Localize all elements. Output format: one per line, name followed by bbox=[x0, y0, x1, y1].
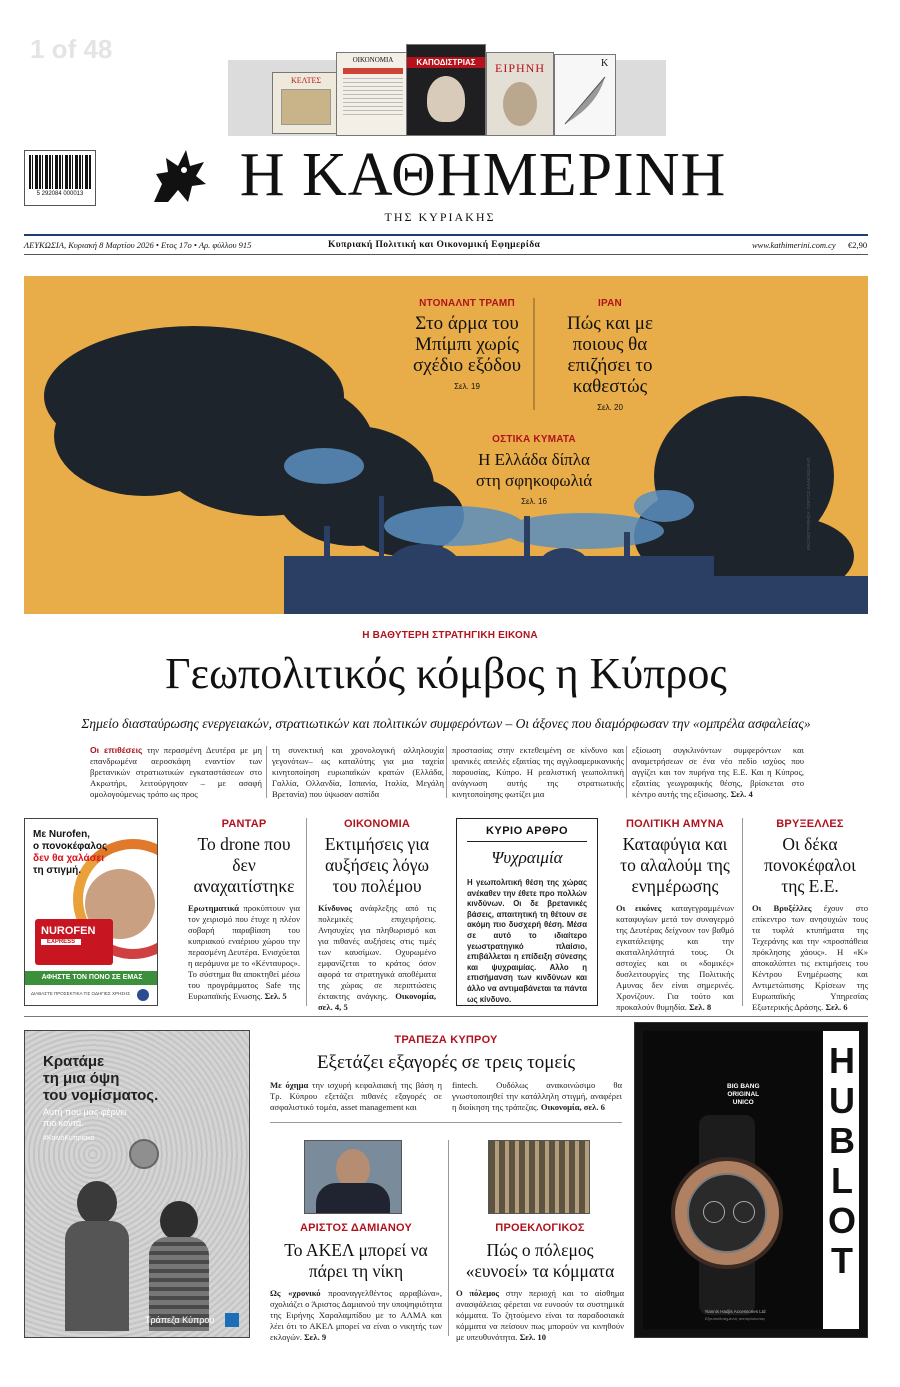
lead-text: την περασμένη Δευτέρα με μη επανδρωμένα αεροσκάφη εναντίον των βρετανικών στρατιωτικών εγκαταστάσεων στο Ακρωτήρι, λειτούργησαν – με ασαφή ομολογούμενως τρόπο ως προς bbox=[90, 745, 262, 799]
ad-model: ORIGINAL bbox=[727, 1091, 760, 1098]
story-text: στην περιοχή και το αίσθημα ανασφάλειας φέρεται να ευνοούν τα συστημικά κόμματα. Το ζητούμενο είναι τα παραδοσιακά κόμματα να πείσουν πως μπορούν να κινηθούν με υπευθυνότητα. bbox=[456, 1288, 624, 1342]
story-opener: Ως «χρονικό bbox=[270, 1288, 321, 1298]
barcode bbox=[24, 150, 96, 206]
brief-kicker: ΒΡΥΞΕΛΛΕΣ bbox=[776, 818, 844, 830]
brief-text: καταγεγραμμένων καταφυγίων μετά τον συναγερμό της Δευτέρας δείχνουν τον βαθμό εγκατάλειψης και την ακαταλληλότητά τους. Οι αστοχίες και οι «δομικές» δυσλειτουργίες της Πολιτικής Αμυνας δεν είναι σημερινές. Χρονίζουν. Για τούτο και προκαλούν θυμηδία. bbox=[616, 903, 734, 1012]
story-kicker: ΤΡΑΠΕΖΑ ΚΥΠΡΟΥ bbox=[394, 1034, 498, 1046]
editorial-headline: Ψυχραιμία bbox=[491, 848, 563, 867]
griffin-logo-icon bbox=[148, 144, 212, 208]
lead-column bbox=[632, 745, 804, 800]
lead-text: προστασίας στην εκτεθειμένη σε κίνδυνο και ιρανικές απειλές εξαιτίας της αγγλοαμερικανικής παρουσίας, Κύπρο. Η ρεαλιστική γεωπολιτική ανάγνωση αυτής της στρατιωτικής κινητοποίησης φωτίζει μια bbox=[452, 745, 624, 799]
brief-defense[interactable] bbox=[616, 818, 734, 1013]
story-opener: Με όχημα bbox=[270, 1080, 309, 1090]
lead-text: εξίσωση συγκλινόντων συμφερόντων και αναμετρήσεων σε ένα νέο πεδίο ισχύος που αγγίζει και τον πυρήνα της Ε.Ε. Και η Κύπρος, εξαιτίας γεωγραφικής θέσης, βρίσκεται στο κέντρο αυτής της εξίσωσης. bbox=[632, 745, 804, 799]
cover-story-greece[interactable] bbox=[464, 434, 604, 506]
editorial-box[interactable] bbox=[456, 818, 598, 1006]
ad-line: τη μια όψη bbox=[43, 1070, 120, 1087]
dateline-rule bbox=[24, 254, 868, 255]
story-headline: Το ΑΚΕΛ μπορεί να πάρει τη νίκη bbox=[284, 1240, 428, 1281]
brief-headline: Εκτιμήσεις για αυξήσεις λόγω του πολέμου bbox=[324, 834, 430, 896]
ad-model: UNICO bbox=[732, 1099, 754, 1106]
lead-kicker: Η ΒΑΘΥΤΕΡΗ ΣΤΡΑΤΗΓΙΚΗ ΕΙΚΟΝΑ bbox=[362, 630, 538, 641]
lead-text: τη συνεκτική και χρονολογική αλληλουχία γεγονότων– ως καταλύτης για μια ταχεία κινητοποίηση ευρωπαϊκών κρατών (Ελλάδα, Γαλλία, Ολλανδία, Ισπανία, Ιταλία, Μεγάλη Βρετανία) που ύψωσαν ασπίδα bbox=[272, 745, 444, 799]
brief-economy[interactable] bbox=[318, 818, 436, 1013]
bank-story-column bbox=[270, 1080, 442, 1113]
ad-model: BIG BANG bbox=[727, 1083, 760, 1090]
coin-icon bbox=[129, 1139, 159, 1169]
masthead-subtitle: ΤΗΣ ΚΥΡΙΑΚΗΣ bbox=[384, 210, 496, 224]
child-figure bbox=[65, 1181, 129, 1331]
story-headline: Στο άρμα του Μπίμπι χωρίς σχέδιο εξόδου bbox=[412, 313, 522, 376]
story-akel[interactable] bbox=[270, 1222, 442, 1343]
page-ref: Σελ. 19 bbox=[454, 382, 480, 391]
story-text: fintech. Ουδόλως ανακοινώσιμο θα γνωστοποιηθεί την κατάλληλη στιγμή, αναφέρει η διοίκηση της τράπεζας. bbox=[452, 1080, 622, 1112]
nurofen-pack bbox=[35, 919, 113, 965]
editorial-kicker: ΚΥΡΙΟ ΑΡΘΡΟ bbox=[467, 825, 587, 842]
ad-line: του νομίσματος. bbox=[43, 1087, 159, 1104]
supplement-thumb[interactable] bbox=[406, 44, 486, 136]
brief-opener: Οι Βρυξέλλες bbox=[752, 903, 812, 913]
ad-sub-line: πιο κοντά. bbox=[43, 1118, 84, 1128]
brief-text: προκύπτουν για τον χειρισμό που έτυχε η πλέον σοβαρή παραβίαση του κυπριακού εναέριου χώρου την περασμένη Δευτέρα. Ενισχύεται η αεράμυνα με το «Κένταυρος». Το σύστημα θα αποκτηθεί μέσω του προγράμματος Safe της Ευρωπαϊκής Ενωσης. bbox=[188, 903, 300, 1001]
story-text: προαναγγελθέντος αρραβώνα», σχολιάζει ο Άριστος Δαμιανού την υποψηφιότητα της Ειρήνης Χαραλαμπίδου με το ΑΛΜΑ και λέει ότι το ΑΚΕΛ μπορεί να είναι ο νικητής των εκλογών. bbox=[270, 1288, 442, 1342]
page-counter: 1 of 48 bbox=[30, 34, 113, 64]
story-opener: Ο πόλεμος bbox=[456, 1288, 500, 1298]
bank-story-column bbox=[452, 1080, 622, 1113]
supplement-thumb[interactable] bbox=[554, 54, 616, 136]
photo-parliament bbox=[488, 1140, 590, 1214]
supplement-thumb[interactable] bbox=[486, 52, 554, 136]
editorial-text: Η γεωπολιτική θέση της χώρας ανέκαθεν την έθετε προ πολλών κινδύνων. Οι δε βρετανικές βάσεις, απαιτητική τη θέτουν σε ακόμη πιο δυσχερή θέση. Μέσα σε αυτό το ιδιαίτερο γεωστρατηγικό πλαίσιο, επιβάλλεται η επίδειξη σύνεσης και ψυχραιμίας. Αλλο η επισήμανση των κινδύνων και άλλο να αντιμαβάνεται τα πάντα ως κίνδυνο. bbox=[467, 878, 587, 1004]
story-kicker: ΟΣΤΙΚΑ ΚΥΜΑΤΑ bbox=[492, 434, 576, 445]
ad-logo-icon bbox=[137, 989, 149, 1001]
supplement-thumb[interactable] bbox=[272, 72, 340, 134]
story-election[interactable] bbox=[456, 1222, 624, 1343]
price: €2,90 bbox=[848, 240, 868, 250]
ad-line: τη στιγμή. bbox=[33, 865, 81, 876]
masthead-rule bbox=[24, 234, 868, 236]
lead-opener: Οι επιθέσεις bbox=[90, 745, 143, 755]
photo-damianou bbox=[304, 1140, 402, 1214]
supplements-strip bbox=[228, 56, 666, 136]
ad-dealer: Yiannis Hadjis Accessories Ltd bbox=[704, 1309, 766, 1314]
brief-opener: Οι εικόνες bbox=[616, 903, 662, 913]
bank-logo-icon bbox=[225, 1313, 239, 1327]
brief-kicker: ΠΟΛΙΤΙΚΗ ΑΜΥΝΑ bbox=[625, 818, 725, 830]
story-text: την ισχυρή κεφαλαιακή της βάση η Τρ. Κύπρου εξετάζει πιθανές εξαγορές σε ασφαλιστικό τομέα, asset management και bbox=[270, 1080, 442, 1112]
story-kicker: ΙΡΑΝ bbox=[598, 298, 622, 309]
story-headline: Πώς και με ποιους θα επιζήσει το καθεστώς bbox=[567, 313, 653, 397]
page-ref: Οικονομία, σελ. 6 bbox=[540, 1102, 605, 1112]
story-headline: Η Ελλάδα δίπλα στη σφηκοφωλιά bbox=[475, 450, 593, 490]
ad-hublot[interactable] bbox=[634, 1022, 868, 1338]
ad-nurofen[interactable] bbox=[24, 818, 158, 1006]
story-kicker: ΑΡΙΣΤΟΣ ΔΑΜΙΑΝΟΥ bbox=[299, 1222, 412, 1234]
page-ref: Οικονομία, σελ. 4, 5 bbox=[318, 991, 436, 1012]
brief-headline: Οι δέκα πονοκέφαλοι της Ε.Ε. bbox=[764, 834, 856, 896]
brief-brussels[interactable] bbox=[752, 818, 868, 1013]
brief-headline: Το drone που δεν αναχαιτίστηκε bbox=[193, 834, 295, 896]
page-ref: Σελ. 20 bbox=[597, 403, 623, 412]
ad-fineprint: ΔΙΑΒΑΣΤΕ ΠΡΟΣΕΚΤΙΚΑ ΤΙΣ ΟΔΗΓΙΕΣ ΧΡΗΣΗΣ bbox=[31, 991, 131, 996]
bank-story[interactable] bbox=[270, 1034, 622, 1073]
masthead-title: Η ΚΑΘΗΜΕΡΙΝΗ bbox=[239, 141, 727, 209]
page-ref: Σελ. 9 bbox=[304, 1332, 327, 1342]
cover-illustration bbox=[24, 276, 868, 614]
story-kicker: ΠΡΟΕΚΛΟΓΙΚΟΣ bbox=[495, 1222, 585, 1234]
watch-dial bbox=[687, 1173, 767, 1253]
ad-brand bbox=[827, 1041, 857, 1281]
brief-kicker: ΟΙΚΟΝΟΜΙΑ bbox=[343, 818, 411, 830]
ad-line: Με Nurofen, bbox=[33, 829, 90, 840]
page-ref: Σελ. 10 bbox=[519, 1332, 546, 1342]
supplement-title: ΚΕΛΤΕΣ bbox=[290, 76, 321, 85]
lead-column bbox=[90, 745, 262, 800]
brief-opener: Κίνδυνος bbox=[318, 903, 352, 913]
ad-brand: Τράπεζα Κύπρου bbox=[145, 1315, 215, 1325]
supplement-title: ΕΙΡΗΝΗ bbox=[495, 61, 545, 75]
ad-bank-of-cyprus[interactable] bbox=[24, 1030, 250, 1338]
brief-text: ανάφλεξης από τις πολεμικές επιχειρήσεις. Ανησυχίες για πληθωρισμό και για πιθανές αυξήσεις στις τιμές των καυσίμων. Οχυρωμένο εμφανίζεται το κράτος όσον αφορά τα στρατηγικά αποθέματα της χώρας σε περιπτώσεις έκτακτης ανάγκης. bbox=[318, 903, 436, 1001]
supplement-thumb[interactable] bbox=[336, 52, 410, 136]
brief-kicker: ΡΑΝΤΑΡ bbox=[221, 818, 267, 830]
lead-deck: Σημείο διασταύρωσης ενεργειακών, στρατιωτικών και πολιτικών συμφερόντων – Οι άξονες που διαμόρφωσαν την «ομπρέλα ασφαλείας» bbox=[81, 716, 811, 731]
tagline: Κυπριακή Πολιτική και Οικονομική Εφημερίδα bbox=[328, 240, 541, 250]
website[interactable]: www.kathimerini.com.cy bbox=[752, 240, 836, 250]
brief-opener: Ερωτηματικά bbox=[188, 903, 240, 913]
ad-sub-line: Αυτή που μας φέρνει bbox=[43, 1107, 127, 1117]
page-ref: Σελ. 4 bbox=[730, 789, 753, 799]
page-ref: Σελ. 6 bbox=[825, 1002, 848, 1012]
illustration-credit: ΕΙΚΟΝΟΓΡΑΦΗΣΗ: ΓΙΩΡΓΟΣ ΚΑΛΙΟΝΖΑΚΗΣ bbox=[806, 457, 811, 550]
lead-column bbox=[272, 745, 444, 800]
cover-story-trump[interactable] bbox=[404, 298, 530, 391]
ad-line: Κρατάμε bbox=[43, 1053, 105, 1070]
page-ref: Σελ. 8 bbox=[689, 1002, 712, 1012]
story-headline: Εξετάζει εξαγορές σε τρεις τομείς bbox=[316, 1052, 576, 1073]
story-headline: Πώς ο πόλεμος «ευνοεί» τα κόμματα bbox=[465, 1240, 615, 1281]
supplement-title: ΚΑΠΟΔΙΣΤΡΙΑΣ bbox=[407, 57, 485, 68]
child-figure bbox=[149, 1201, 209, 1331]
ad-line: ο πονοκέφαλος bbox=[33, 841, 108, 852]
page-ref: Σελ. 16 bbox=[521, 497, 547, 506]
dateline: ΛΕΥΚΩΣΙΑ, Κυριακή 8 Μαρτίου 2026 • Ετος 17ο • Αρ. φύλλου 915 bbox=[24, 240, 252, 250]
brief-text: έχουν στο επίκεντρο των ανησυχιών τους τα τυφλά κτυπήματα της Τεχεράνης και την «προσπάθεια πρόκλησης χάους». Η «Κ» αποκαλύπτει τις εκτιμήσεις του Κέντρου Ενημέρωσης και Αντιμετώπισης Κρίσεων της Ευρωπαϊκής Υπηρεσίας Εξωτερικής Δράσης. bbox=[752, 903, 868, 1012]
ad-sub: EXPRESS bbox=[41, 939, 81, 945]
feather-icon bbox=[555, 69, 615, 129]
cover-story-iran[interactable] bbox=[544, 298, 676, 412]
brief-headline: Καταφύγια και το αλαλούμ της ενημέρωσης bbox=[620, 834, 730, 896]
ad-line: δεν θα χαλάσει bbox=[33, 853, 104, 864]
ad-slogan: ΑΦΗΣΤΕ ΤΟΝ ΠΟΝΟ ΣΕ ΕΜΑΣ bbox=[25, 971, 158, 985]
lead-headline[interactable]: Γεωπολιτικός κόμβος η Κύπρος bbox=[165, 649, 727, 698]
brand-wordmark: HUBLOT bbox=[827, 1040, 856, 1281]
ad-hashtag: #ΚοινόΚυπριακό bbox=[43, 1135, 95, 1142]
supplement-title: K bbox=[601, 58, 609, 69]
story-kicker: ΝΤΟΝΑΛΝΤ ΤΡΑΜΠ bbox=[419, 298, 515, 309]
ad-brand: NUROFEN bbox=[41, 925, 96, 937]
supplement-title: ΟΙΚΟΝΟΜΙΑ bbox=[352, 56, 394, 64]
page-ref: Σελ. 5 bbox=[264, 991, 287, 1001]
brief-radar[interactable] bbox=[188, 818, 300, 1002]
ad-fineprint: Εξουσιοδοτημένος αντιπρόσωπος bbox=[704, 1316, 766, 1321]
lead-column bbox=[452, 745, 624, 800]
barcode-number: 5 292084 000013 bbox=[36, 191, 84, 197]
